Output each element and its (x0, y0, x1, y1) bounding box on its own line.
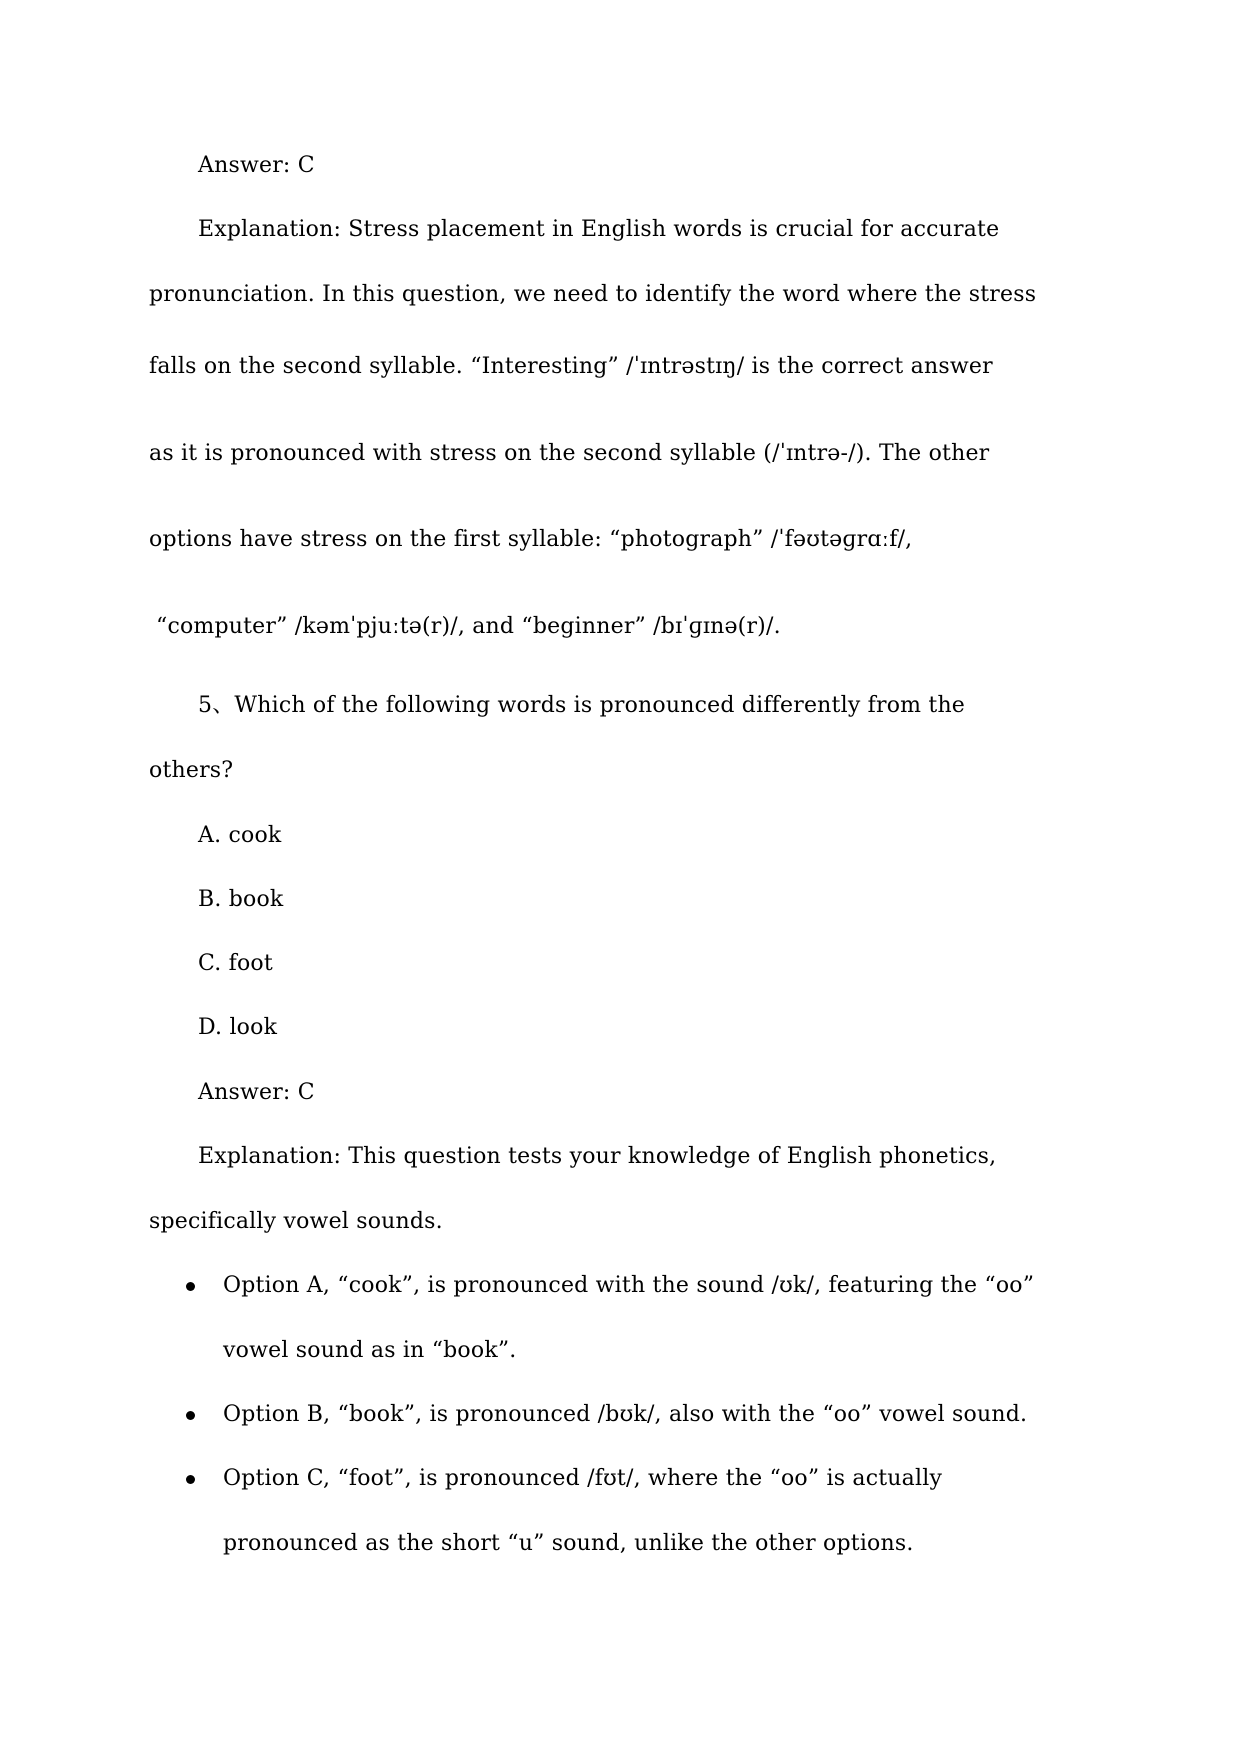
explanation-4-line-2: pronunciation. In this question, we need to identify the word where the stress (149, 282, 1037, 307)
bullet-b-line-1: Option B, “book”, is pronounced /bʊk/, also with the “oo” vowel sound. (223, 1402, 1028, 1427)
bullet-a-line-1: Option A, “cook”, is pronounced with the sound /ʊk/, featuring the “oo” (223, 1273, 1035, 1298)
answer-4: Answer: C (198, 153, 315, 178)
question-5-line-2: others? (149, 758, 234, 783)
option-c: C. foot (198, 951, 273, 976)
explanation-4-line-5: options have stress on the first syllable: “photograph” /ˈfəʊtəɡrɑːf/, (149, 527, 913, 552)
bullet-icon (186, 1411, 195, 1420)
bullet-a-line-2: vowel sound as in “book”. (223, 1338, 517, 1363)
explanation-5-line-1: Explanation: This question tests your knowledge of English phonetics, (198, 1144, 997, 1169)
option-b: B. book (198, 887, 284, 912)
explanation-5-line-2: specifically vowel sounds. (149, 1209, 443, 1234)
option-d: D. look (198, 1015, 278, 1040)
answer-5: Answer: C (198, 1080, 315, 1105)
bullet-c-line-2: pronounced as the short “u” sound, unlike the other options. (223, 1531, 914, 1556)
explanation-4-line-1: Explanation: Stress placement in English words is crucial for accurate (198, 217, 1000, 242)
bullet-c-line-1: Option C, “foot”, is pronounced /fʊt/, where the “oo” is actually (223, 1466, 943, 1491)
explanation-4-line-3: falls on the second syllable. “Interesting” /ˈɪntrəstɪŋ/ is the correct answer (149, 354, 993, 379)
explanation-4-line-4: as it is pronounced with stress on the second syllable (/ˈɪntrə-/). The other (149, 441, 990, 466)
question-5-line-1: 5、Which of the following words is pronounced differently from the (198, 693, 966, 718)
option-a: A. cook (198, 823, 282, 848)
bullet-icon (186, 1282, 195, 1291)
explanation-4-line-6: “computer” /kəmˈpjuːtə(r)/, and “beginner” /bɪˈɡɪnə(r)/. (156, 614, 781, 639)
bullet-icon (186, 1475, 195, 1484)
